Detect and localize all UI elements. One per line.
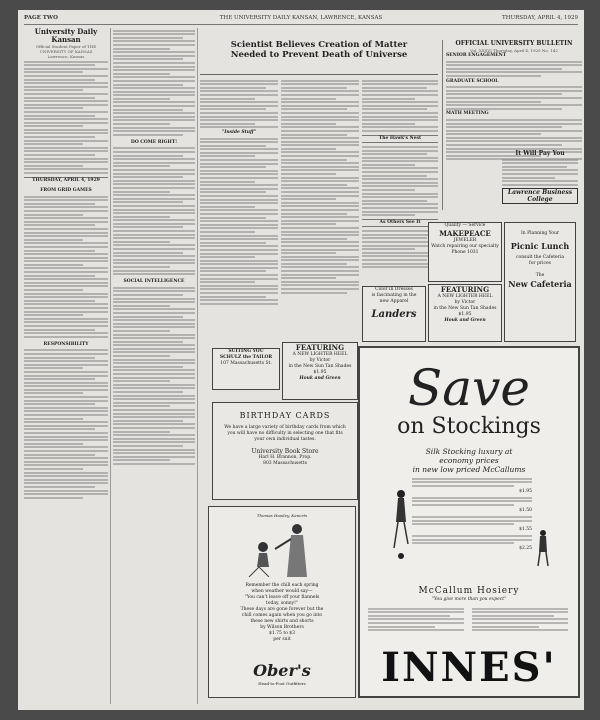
featuring-line: A NEW LIGHTER HEEL bbox=[437, 294, 493, 299]
featuring-head: FEATURING bbox=[440, 285, 490, 294]
landers-logo: Landers bbox=[371, 309, 417, 320]
editorial-heading: RESPONSIBILITY bbox=[43, 341, 89, 347]
headline-line-2: Needed to Prevent Death of Universe bbox=[230, 50, 408, 60]
landers-ad bbox=[362, 286, 426, 342]
schulz-address: 107 Massachusetts St. bbox=[220, 361, 272, 366]
birthday-title: BIRTHDAY CARDS bbox=[239, 411, 331, 420]
issue-date: THURSDAY, APRIL 4, 1929 bbox=[502, 15, 578, 21]
save-headline: Save bbox=[408, 359, 530, 417]
makepeace-line: JEWELER bbox=[453, 238, 477, 243]
makepeace-line: Quality — Service bbox=[444, 223, 486, 228]
obers-line: by Wilson Brothers bbox=[260, 625, 304, 630]
dancing-figure-illustration bbox=[390, 488, 412, 568]
business-college-ad bbox=[502, 150, 578, 220]
editorial-heading: FROM GRID GAMES bbox=[40, 188, 92, 193]
birthday-text: We have a large variety of birthday cards from which you will have no difficulty in selecting one that fits your own individual tastes. bbox=[224, 425, 346, 442]
on-stockings-headline: on Stockings bbox=[397, 414, 541, 439]
mccallum-hosiery-head: McCallum Hosiery bbox=[418, 586, 520, 596]
schulz-tailor-ad bbox=[212, 348, 280, 390]
obers-ad bbox=[208, 506, 356, 698]
obers-tagline: Head-to-Foot Outfitters bbox=[258, 681, 306, 686]
editorial-column bbox=[24, 28, 108, 704]
makepeace-line: Phone 1031 bbox=[451, 250, 479, 255]
obers-line: these new shirts and shorts bbox=[250, 619, 314, 624]
heel-ad-1 bbox=[282, 342, 358, 400]
business-college-name: Lawrence Business College bbox=[502, 188, 578, 204]
paper-name: THE UNIVERSITY DAILY KANSAN, LAWRENCE, KANSAS bbox=[219, 15, 383, 21]
boy-and-woman-illustration bbox=[239, 521, 325, 577]
business-ad-title: It Will Pay You bbox=[515, 150, 565, 157]
main-headline bbox=[200, 40, 438, 75]
bulletin-item: SENIOR ENGAGEMENT bbox=[446, 53, 507, 58]
stocking-price: $2.25 bbox=[519, 546, 532, 552]
schulz-name: SCHULZ the TAILOR bbox=[219, 355, 273, 360]
innes-stockings-ad bbox=[358, 346, 580, 698]
landers-line: Color in Dresses bbox=[375, 287, 413, 292]
obers-line: today, sonny!" bbox=[265, 601, 299, 606]
masthead-line: Lawrence, Kansas bbox=[47, 54, 85, 59]
headline-line-1: Scientist Believes Creation of Matter bbox=[230, 40, 408, 50]
bookstore-name: University Book Store bbox=[251, 448, 319, 455]
masthead-title: University Daily Kansan bbox=[34, 28, 98, 44]
cafeteria-ad bbox=[504, 222, 576, 342]
obers-line: when weather would say— bbox=[251, 589, 313, 594]
featuring-price: $1.95 bbox=[458, 312, 472, 317]
story-column-b bbox=[281, 78, 359, 368]
houk-green-logo: Houk and Green bbox=[299, 376, 341, 381]
story-column-a bbox=[200, 78, 278, 368]
mccallum-tagline: "You give more than you expect" bbox=[431, 597, 507, 602]
story-column-c bbox=[362, 78, 438, 288]
stocking-price: $1.50 bbox=[519, 507, 532, 513]
obers-line: per suit bbox=[273, 637, 291, 642]
bulletin-subtitle: Vol. XXXVI Thursday, April 4, 1929 No. 142 bbox=[470, 48, 558, 53]
editorial-column-2 bbox=[113, 28, 195, 704]
cafeteria-name: New Cafeteria bbox=[508, 279, 572, 289]
obers-line: These days are gone forever but the bbox=[240, 607, 324, 612]
birthday-cards-ad bbox=[212, 402, 358, 500]
bulletin-item: GRADUATE SCHOOL bbox=[446, 78, 499, 84]
others-see-head: As Others See It bbox=[362, 219, 438, 227]
houk-green-logo: Houk and Green bbox=[444, 318, 486, 323]
featuring-line: in the New Sun Tan Shades bbox=[433, 306, 497, 311]
bulletin-title: OFFICIAL UNIVERSITY BULLETIN bbox=[455, 40, 573, 47]
featuring-line: by Victor bbox=[309, 358, 331, 363]
featuring-line: A NEW LIGHTER HEEL bbox=[292, 352, 348, 357]
innes-logo: INNES' bbox=[381, 644, 557, 691]
featuring-line: by Victor bbox=[454, 300, 476, 305]
newspaper-page bbox=[18, 10, 584, 710]
landers-line: is fascinating in the bbox=[371, 293, 417, 298]
obers-line: Remember the chill each spring bbox=[245, 583, 319, 588]
page-number: PAGE TWO bbox=[24, 15, 58, 21]
obers-line: "You can't leave off your flannels bbox=[244, 595, 320, 600]
bookstore-proprietor: Harl H. Brannon, Prop. bbox=[258, 455, 312, 460]
makepeace-line: Watch repairing our specialty bbox=[431, 244, 499, 249]
obers-line: chill comes again when you go into bbox=[241, 613, 323, 618]
innes-subline: economy prices bbox=[439, 456, 499, 465]
inside-stuff-head: "Inside Stuff" bbox=[221, 129, 257, 135]
picnic-line: In Planning Your bbox=[520, 231, 560, 236]
picnic-line: consult the Cafeteria bbox=[515, 255, 564, 260]
featuring-price: $1.95 bbox=[313, 370, 327, 375]
picnic-headline: Picnic Lunch bbox=[510, 241, 570, 251]
hawks-nest-head: The Hawk's Nest bbox=[362, 135, 438, 143]
editorial-heading: DO COME RIGHT! bbox=[130, 139, 178, 145]
bookstore-address: 803 Massachusetts bbox=[263, 461, 307, 466]
schulz-line: SUITING YOU bbox=[228, 349, 264, 354]
masthead-line: Official Student Paper of THE UNIVERSITY OF KANSAS bbox=[35, 44, 97, 54]
makepeace-brand: MAKEPEACE bbox=[439, 229, 491, 238]
page-header bbox=[24, 14, 578, 25]
picnic-line: The bbox=[535, 273, 545, 278]
editorial-date: THURSDAY, APRIL 4, 1929 bbox=[24, 177, 108, 184]
featuring-head: FEATURING bbox=[295, 343, 345, 352]
obers-logo: Ober's bbox=[253, 661, 311, 680]
stocking-price: $1.55 bbox=[519, 527, 532, 533]
editorial-heading: SOCIAL INTELLIGENCE bbox=[123, 279, 185, 285]
stocking-price: $1.95 bbox=[519, 488, 532, 494]
innes-subline: Silk Stocking luxury at bbox=[425, 447, 513, 456]
innes-subline: in new low priced McCallums bbox=[412, 465, 526, 474]
dancing-figure-illustration bbox=[534, 528, 552, 568]
bulletin-item: MATH MEETING bbox=[446, 111, 489, 117]
makepeace-ad bbox=[428, 222, 502, 282]
landers-line: new Apparel bbox=[379, 299, 409, 304]
featuring-line: in the New Sun Tan Shades bbox=[288, 364, 352, 369]
picnic-line: for prices bbox=[529, 261, 551, 266]
obers-scene-caption: Thomas Hawley, Kanorts bbox=[256, 513, 308, 518]
heel-ad-2 bbox=[428, 284, 502, 342]
obers-price: $1.75 to $3 bbox=[269, 631, 295, 636]
